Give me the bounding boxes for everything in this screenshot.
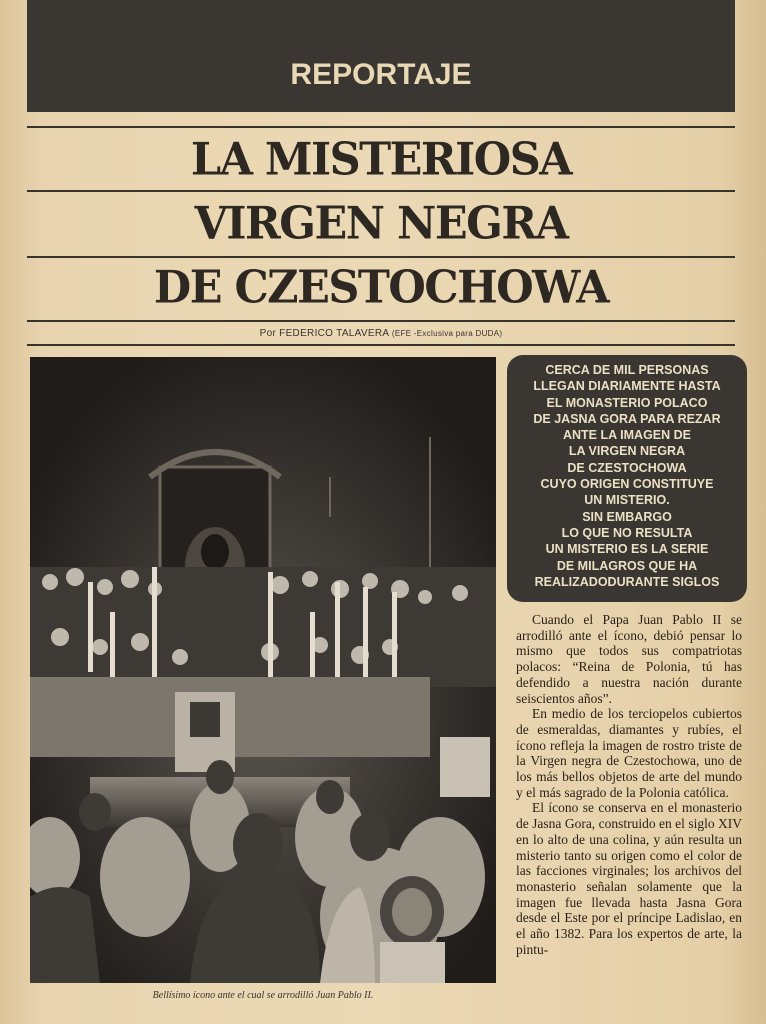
headline-line-1: LA MISTERIOSA xyxy=(190,133,572,187)
article-paragraph: El ícono se conserva en el monasterio de Jasna Gora, construido en el siglo XIV en lo alto de una colina, y aún resulta un misterio tanto su origen como el color de las facciones virginales; los archivos del monasterio señalan solamente que la imagen fue llevada hasta Jasna Gora desde el Este por el príncipe Ladislao, en el año 1382. Para los expertos de arte, la pintu- xyxy=(516,800,742,957)
pull-quote-line: UN MISTERIO. xyxy=(584,493,670,508)
pull-quote-line: CUYO ORIGEN CONSTITUYE xyxy=(540,477,714,492)
pull-quote-line: ANTE LA IMAGEN DE xyxy=(562,428,691,443)
pull-quote-line: REALIZADODURANTE SIGLOS xyxy=(534,574,720,589)
pull-quote-line: LA VIRGEN NEGRA xyxy=(568,444,686,459)
altar-photo xyxy=(30,357,496,983)
article-paragraph: Cuando el Papa Juan Pablo II se arrodilló ante el ícono, debió pensar lo mismo que todos sus compatriotas polacos: “Reina de Polonia, tú has defendido a nuestra nación durante seiscientos años”. xyxy=(516,612,742,706)
pull-quote-line: DE JASNA GORA PARA REZAR xyxy=(533,411,721,426)
section-label: REPORTAJE xyxy=(290,58,472,91)
byline-source: (EFE -Exclusiva para DUDA) xyxy=(391,329,503,338)
divider-rule xyxy=(27,344,735,346)
headline-line-2: VIRGEN NEGRA xyxy=(194,197,568,251)
divider-rule xyxy=(27,190,735,192)
divider-rule xyxy=(27,320,735,322)
pull-quote-line: CERCA DE MIL PERSONAS xyxy=(545,363,709,377)
divider-rule xyxy=(27,126,735,128)
pull-quote-line: SIN EMBARGO xyxy=(582,509,672,524)
article-paragraph: En medio de los terciopelos cubiertos de esmeraldas, diamantes y rubíes, el ícono refleja la imagen de rostro triste de la Virgen negra de Czestochowa, uno de los más bellos objetos de arte del mundo y el más sagrado de la Polonia católica. xyxy=(516,706,742,800)
pull-quote-box xyxy=(507,355,747,602)
byline-author: Por FEDERICO TALAVERA xyxy=(259,328,389,339)
altar-photo-illustration xyxy=(30,357,496,983)
pull-quote-line: DE MILAGROS QUE HA xyxy=(556,558,698,573)
pull-quote-line: EL MONASTERIO POLACO xyxy=(546,395,708,410)
pull-quote-line: LO QUE NO RESULTA xyxy=(561,525,693,540)
byline xyxy=(27,328,735,339)
section-header-band xyxy=(27,0,735,112)
pull-quote-line: UN MISTERIO ES LA SERIE xyxy=(545,542,709,557)
headline-line-3: DE CZESTOCHOWA xyxy=(153,261,609,315)
pull-quote-line: DE CZESTOCHOWA xyxy=(567,460,687,475)
article-body xyxy=(516,612,742,957)
photo-caption: Bellísimo ícono ante el cual se arrodilló Juan Pablo II. xyxy=(152,990,374,1001)
pull-quote-line: LLEGAN DIARIAMENTE HASTA xyxy=(533,379,721,394)
